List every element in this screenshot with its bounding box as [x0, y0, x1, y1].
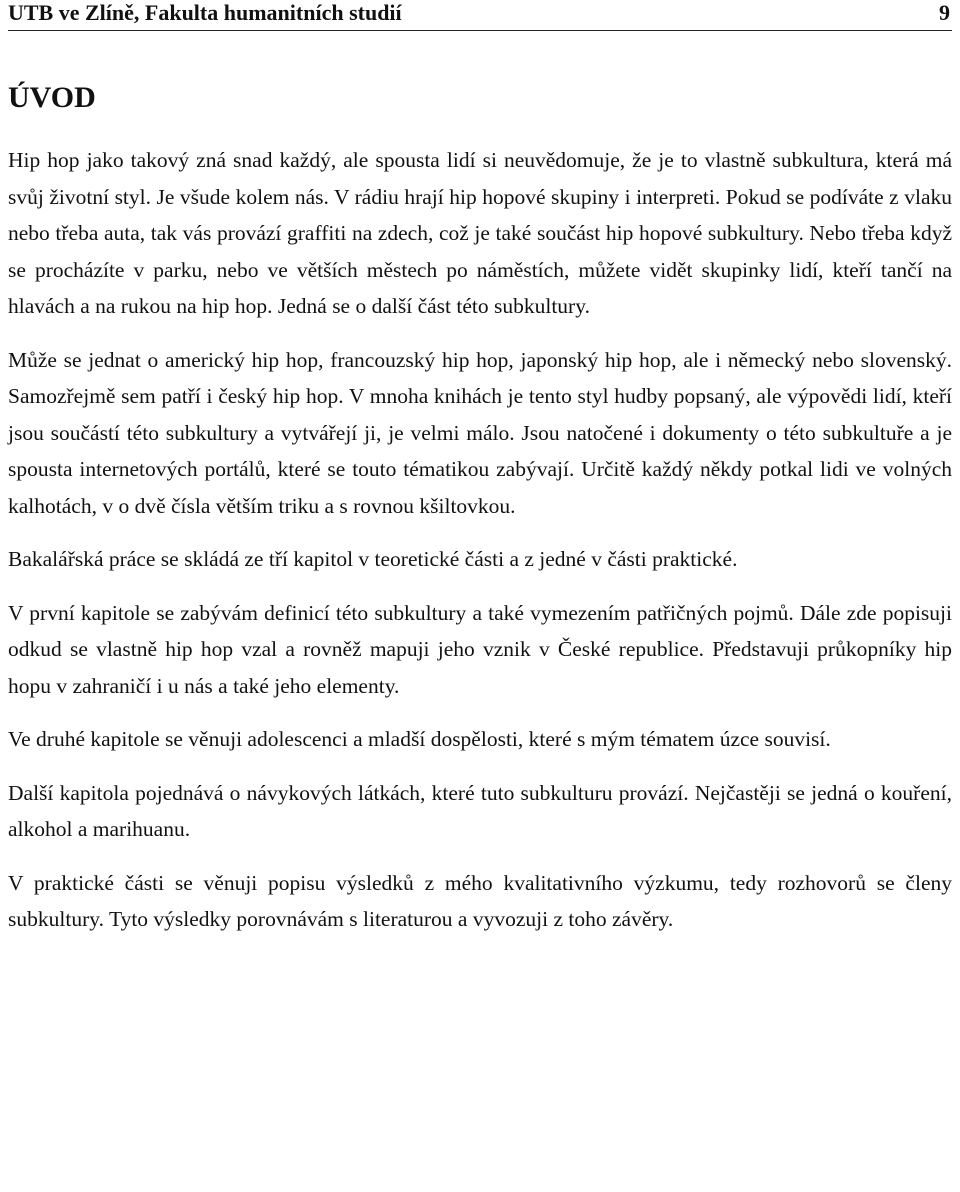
paragraph-6: Další kapitola pojednává o návykových látkách, které tuto subkulturu provází. Nejčastěji se jedná o kouření, alkohol a marihuanu.: [8, 780, 952, 841]
section-title: ÚVOD: [8, 81, 96, 114]
body-text: [8, 142, 952, 938]
running-header: [8, 0, 952, 31]
paragraph-5: Ve druhé kapitole se věnuji adolescenci a mladší dospělosti, které s mým tématem úzce souvisí.: [8, 727, 831, 751]
paragraph-3: Bakalářská práce se skládá ze tří kapitol v teoretické části a z jedné v části praktické.: [8, 547, 738, 571]
running-title: UTB ve Zlíně, Fakulta humanitních studií: [8, 0, 402, 25]
paragraph-7: V praktické části se věnuji popisu výsledků z mého kvalitativního výzkumu, tedy rozhovorů se členy subkultury. Tyto výsledky porovnávám s literaturou a vyvozuji z toho závěry.: [8, 870, 952, 931]
paragraph-1: Hip hop jako takový zná snad každý, ale spousta lidí si neuvědomuje, že je to vlastně subkultura, která má svůj životní styl. Je všude kolem nás. V rádiu hrají hip hopové skupiny i interpreti. Pokud se podíváte z vlaku nebo třeba auta, tak vás provází graffiti na zdech, což je také součást hip hopové subkultury. Nebo třeba když se procházíte v parku, nebo ve větších městech po náměstích, můžete vidět skupinky lidí, kteří tančí na hlavách a na rukou na hip hop. Jedná se o další část této subkultury.: [8, 148, 952, 318]
paragraph-4: V první kapitole se zabývám definicí této subkultury a také vymezením patřičných pojmů. Dále zde popisuji odkud se vlastně hip hop vzal a rovněž mapuji jeho vznik v České republice. Představuji průkopníky hip hopu v zahraničí i u nás a také jeho elementy.: [8, 600, 952, 698]
paragraph-2: Může se jednat o americký hip hop, francouzský hip hop, japonský hip hop, ale i německý nebo slovenský. Samozřejmě sem patří i český hip hop. V mnoha knihách je tento styl hudby popsaný, ale výpovědi lidí, kteří jsou součástí této subkultury a vytvářejí ji, je velmi málo. Jsou natočené i dokumenty o této subkultuře a je spousta internetových portálů, které se touto tématikou zabývají. Určitě každý někdy potkal lidi ve volných kalhotách, v o dvě čísla větším triku a s rovnou kšiltovkou.: [8, 347, 952, 518]
page-number: 9: [939, 0, 950, 25]
